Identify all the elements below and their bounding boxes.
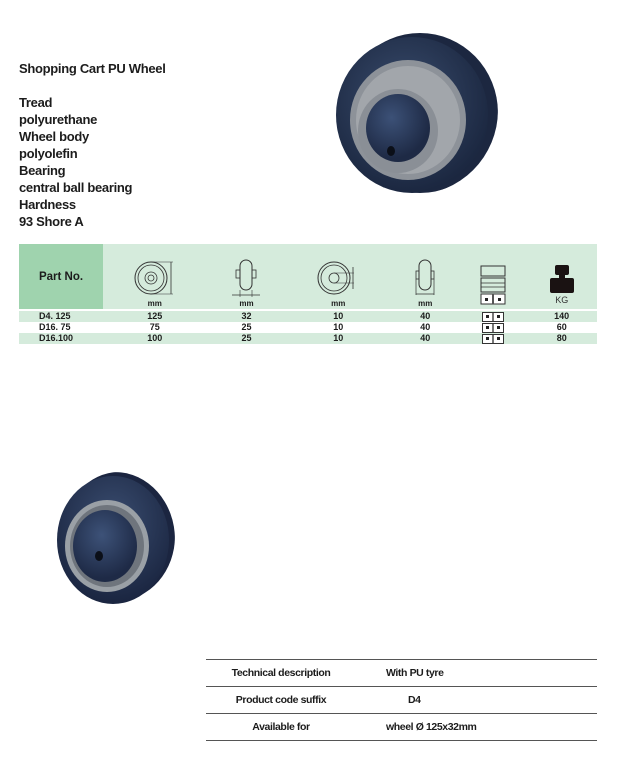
part-no-cell: D16. 75 [19, 322, 103, 333]
spec-value-hardness: 93 Shore A [19, 214, 84, 229]
load-cell: 140 [526, 311, 597, 322]
table-row [19, 311, 597, 322]
bore-unit: mm [331, 299, 346, 308]
load-weight-icon [547, 263, 577, 295]
spec-value-wheel-body: polyolefin [19, 146, 78, 161]
spec-table-header [19, 244, 597, 309]
hub-unit: mm [418, 299, 433, 308]
diameter-cell: 75 [103, 322, 207, 333]
technical-label: Product code suffix [235, 694, 327, 706]
tread-width-icon [229, 257, 263, 299]
diameter-unit: mm [147, 299, 162, 308]
technical-label: Available for [252, 721, 310, 733]
wheel-photo-large [328, 25, 498, 195]
load-cell: 80 [526, 333, 597, 344]
product-specs [19, 94, 132, 230]
spec-value-bearing: central ball bearing [19, 180, 133, 195]
width-cell: 25 [207, 333, 287, 344]
part-no-header: Part No. [19, 244, 103, 309]
mounting-plate-icon [482, 312, 504, 322]
spec-label-bearing: Bearing [19, 163, 66, 178]
diameter-cell: 100 [103, 333, 207, 344]
technical-value: D4 [408, 694, 421, 706]
spec-value-tread: polyurethane [19, 112, 98, 127]
part-no-cell: D16.100 [19, 333, 103, 344]
technical-row [206, 686, 597, 713]
table-row [19, 333, 597, 344]
load-header [526, 244, 597, 309]
bore-cell: 10 [286, 311, 390, 322]
diameter-cell: 125 [103, 311, 207, 322]
spec-label-tread: Tread [19, 95, 53, 110]
technical-table [206, 659, 597, 741]
load-cell: 60 [526, 322, 597, 333]
table-row [19, 322, 597, 333]
mounting-plate-icon [479, 264, 507, 308]
product-title: Shopping Cart PU Wheel [19, 61, 166, 76]
mounting-cell [461, 333, 527, 344]
bore-cell: 10 [286, 322, 390, 333]
hub-cell: 40 [390, 333, 461, 344]
wheel-diameter-icon [133, 257, 177, 299]
width-cell: 32 [207, 311, 287, 322]
width-cell: 25 [207, 322, 287, 333]
hub-header [390, 244, 461, 309]
mounting-cell [461, 322, 527, 333]
spec-label-hardness: Hardness [19, 197, 76, 212]
load-unit: KG [555, 295, 569, 305]
bore-cell: 10 [286, 333, 390, 344]
axle-bore-icon [316, 257, 360, 299]
bore-header [286, 244, 390, 309]
width-unit: mm [239, 299, 254, 308]
mounting-plate-icon [482, 334, 504, 344]
spec-label-wheel-body: Wheel body [19, 129, 89, 144]
diameter-header [103, 244, 207, 309]
hub-length-icon [410, 257, 440, 299]
technical-value: With PU tyre [386, 667, 444, 679]
mounting-cell [461, 311, 527, 322]
mounting-header [461, 244, 527, 309]
mounting-plate-icon [482, 323, 504, 333]
technical-label: Technical description [231, 667, 331, 679]
hub-cell: 40 [390, 322, 461, 333]
technical-row [206, 659, 597, 686]
hub-cell: 40 [390, 311, 461, 322]
technical-value: wheel Ø 125x32mm [386, 721, 477, 733]
part-no-cell: D4. 125 [19, 311, 103, 322]
wheel-photo-small [55, 472, 175, 607]
technical-row [206, 713, 597, 741]
spec-table [19, 244, 597, 344]
width-header [207, 244, 287, 309]
